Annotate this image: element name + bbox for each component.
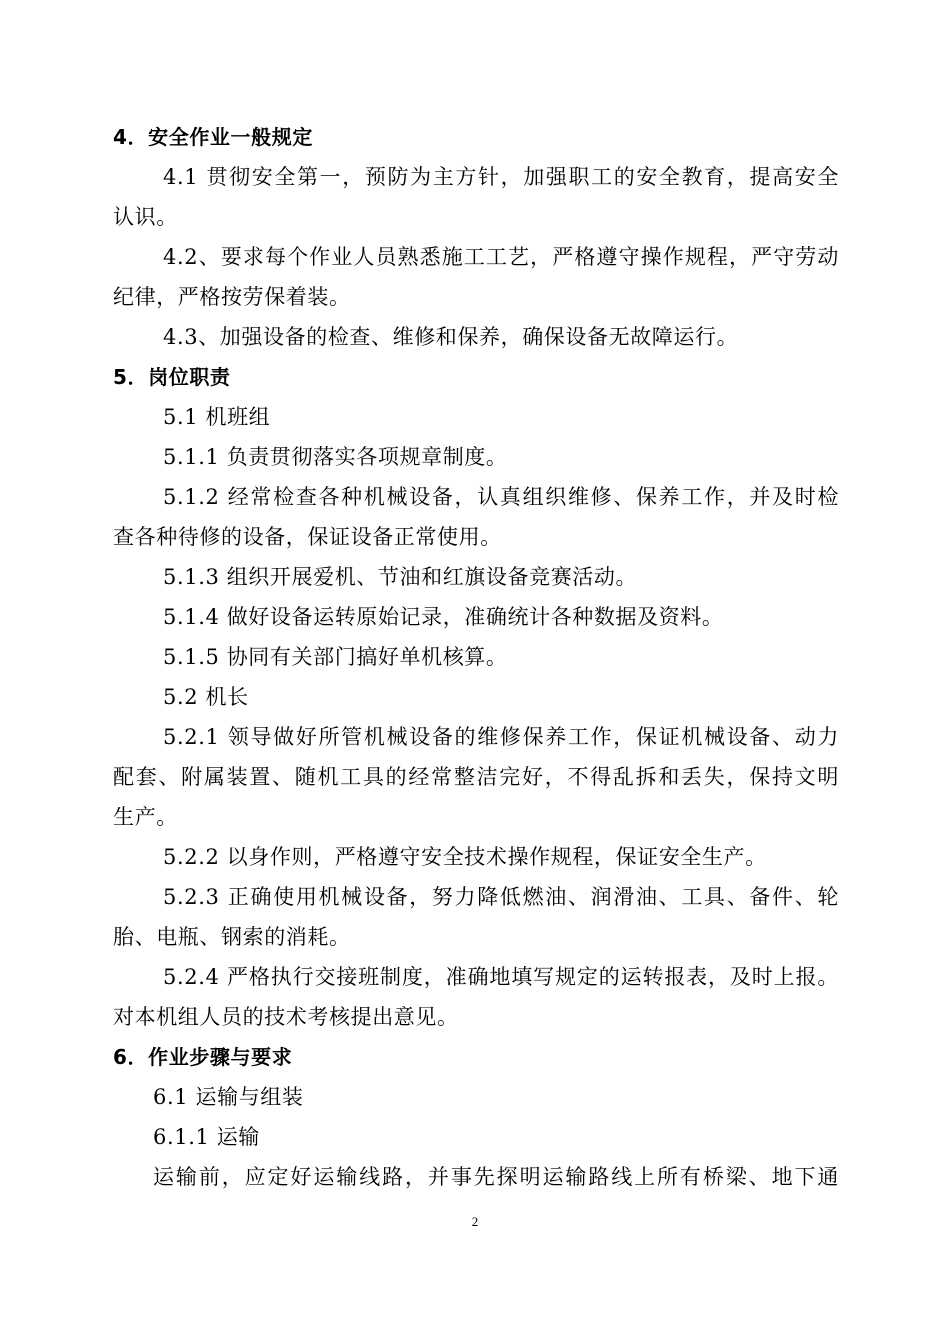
text-line: 6.1.1 运输 xyxy=(153,1125,260,1149)
text-line: 5.1 机班组 xyxy=(163,405,271,429)
text-line: 纪律，严格按劳保着装。 xyxy=(113,285,351,309)
text-line: 查各种待修的设备，保证设备正常使用。 xyxy=(113,525,502,549)
document-body xyxy=(113,117,839,1197)
text-line: 5.1.1 负责贯彻落实各项规章制度。 xyxy=(163,445,508,469)
section-heading: 5．岗位职责 xyxy=(113,365,231,389)
page-number: 2 xyxy=(471,1214,479,1229)
text-line: 5.2.2 以身作则，严格遵守安全技术操作规程，保证安全生产。 xyxy=(163,845,767,869)
text-line: 运输前，应定好运输线路，并事先探明运输路线上所有桥梁、地下通 xyxy=(153,1165,839,1189)
text-line: 5.1.4 做好设备运转原始记录，准确统计各种数据及资料。 xyxy=(163,605,724,629)
text-line: 对本机组人员的技术考核提出意见。 xyxy=(113,1005,459,1029)
text-line: 生产。 xyxy=(113,805,178,829)
text-line: 5.2.4 严格执行交接班制度，准确地填写规定的运转报表，及时上报。 xyxy=(163,965,839,989)
text-line: 胎、电瓶、钢索的消耗。 xyxy=(113,925,351,949)
text-line: 5.2.1 领导做好所管机械设备的维修保养工作，保证机械设备、动力 xyxy=(163,725,839,749)
text-line: 4.2、要求每个作业人员熟悉施工工艺，严格遵守操作规程，严守劳动 xyxy=(163,245,839,269)
text-line: 6.1 运输与组装 xyxy=(153,1085,304,1109)
text-line: 5.1.2 经常检查各种机械设备，认真组织维修、保养工作，并及时检 xyxy=(163,485,839,509)
text-line: 5.2.3 正确使用机械设备，努力降低燃油、润滑油、工具、备件、轮 xyxy=(163,885,839,909)
text-line: 5.1.5 协同有关部门搞好单机核算。 xyxy=(163,645,508,669)
text-line: 5.1.3 组织开展爱机、节油和红旗设备竞赛活动。 xyxy=(163,565,638,589)
section-heading: 6．作业步骤与要求 xyxy=(113,1045,293,1069)
text-line: 4.3、加强设备的检查、维修和保养，确保设备无故障运行。 xyxy=(163,325,739,349)
text-line: 5.2 机长 xyxy=(163,685,249,709)
text-line: 配套、附属装置、随机工具的经常整洁完好，不得乱拆和丢失，保持文明 xyxy=(113,765,839,789)
text-line: 认识。 xyxy=(113,205,178,229)
section-heading: 4．安全作业一般规定 xyxy=(113,125,313,149)
text-line: 4.1 贯彻安全第一，预防为主方针，加强职工的安全教育，提高安全 xyxy=(163,165,839,189)
